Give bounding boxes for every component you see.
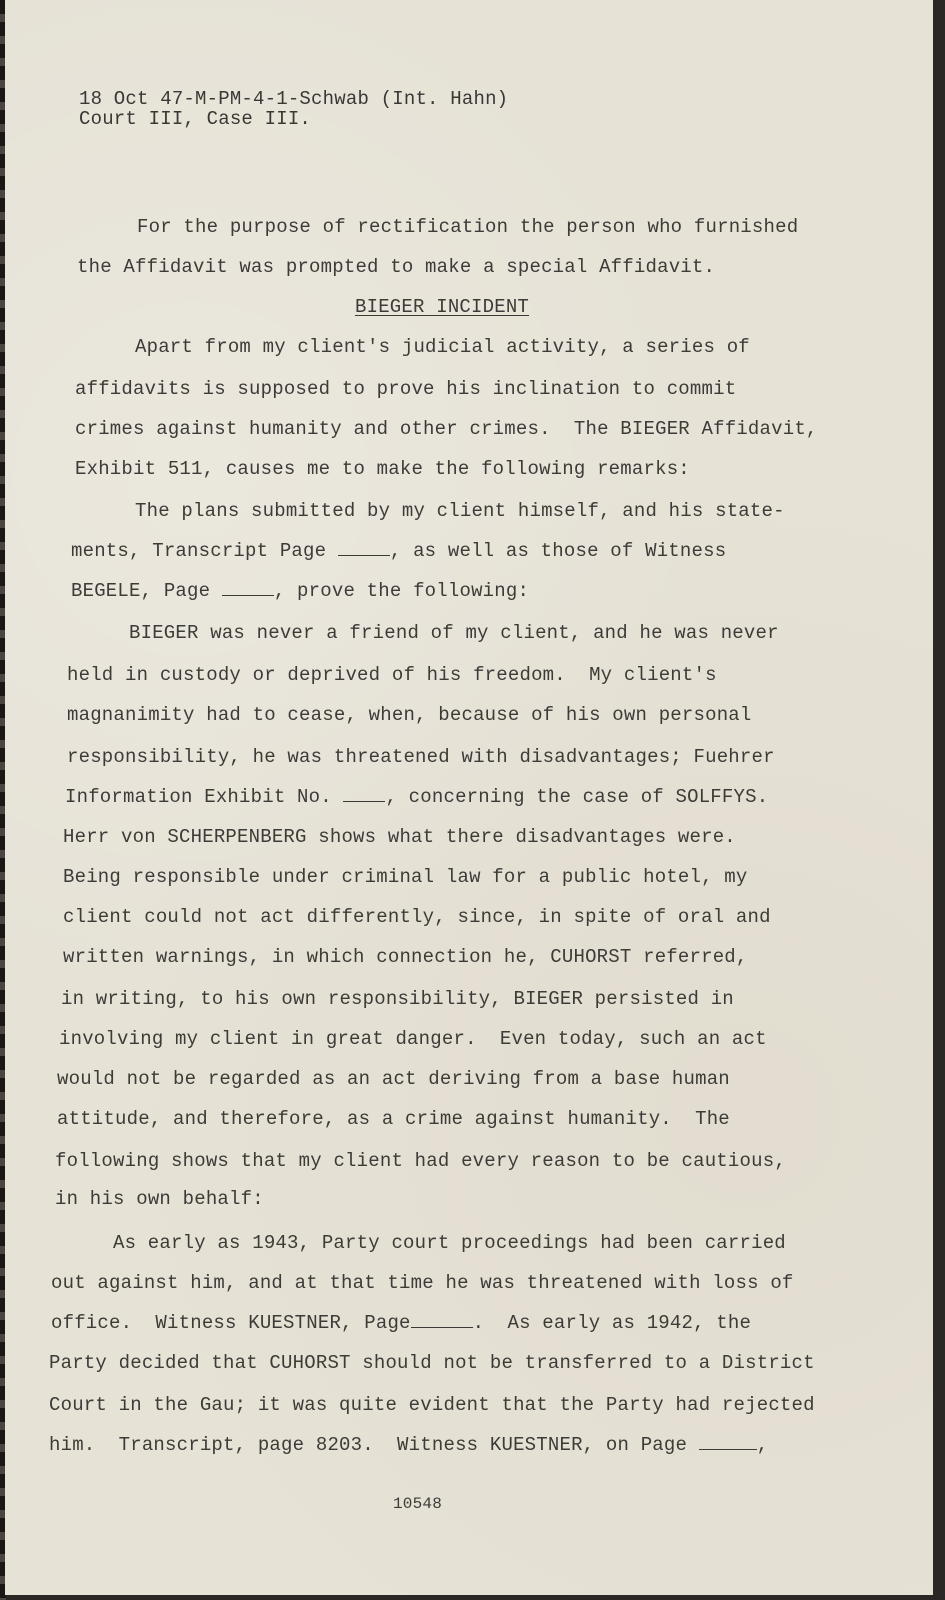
document-page [5, 0, 933, 1595]
blank-page-field [222, 594, 274, 596]
body-line: As early as 1943, Party court proceedings had been carried [113, 1232, 786, 1254]
body-line: out against him, and at that time he was threatened with loss of [51, 1272, 794, 1294]
body-text: . As early as 1942, the [472, 1312, 752, 1334]
header-reference-line: 18 Oct 47-M-PM-4-1-Schwab (Int. Hahn) [79, 88, 509, 110]
body-text: , [756, 1434, 769, 1456]
page-number: 10548 [393, 1495, 443, 1513]
body-line: Apart from my client's judicial activity, a series of [135, 336, 750, 358]
body-line-with-blank [65, 786, 768, 808]
body-line: would not be regarded as an act deriving from a base human [57, 1068, 730, 1090]
body-line: Party decided that CUHORST should not be transferred to a District [49, 1352, 815, 1374]
body-line-with-blank [51, 1312, 751, 1334]
blank-page-field [699, 1448, 757, 1450]
body-line: BIEGER was never a friend of my client, and he was never [129, 622, 779, 644]
body-line: following shows that my client had every reason to be cautious, [55, 1150, 786, 1172]
body-line: Exhibit 511, causes me to make the following remarks: [75, 458, 690, 480]
intro-line-2: the Affidavit was prompted to make a special Affidavit. [77, 256, 716, 278]
body-text: , prove the following: [273, 580, 530, 602]
body-line: magnanimity had to cease, when, because of his own personal [67, 704, 752, 726]
body-text: BEGELE, Page [71, 580, 211, 602]
body-text: Information Exhibit No. [65, 786, 332, 808]
body-line: Court in the Gau; it was quite evident that the Party had rejected [49, 1394, 815, 1416]
body-line: in his own behalf: [55, 1188, 264, 1210]
header-court-line: Court III, Case III. [79, 108, 312, 130]
body-line: affidavits is supposed to prove his inclination to commit [75, 378, 737, 400]
section-title: BIEGER INCIDENT [355, 296, 530, 318]
body-line: The plans submitted by my client himself, and his state- [135, 500, 785, 522]
body-line-with-blank [71, 540, 726, 562]
blank-page-field [411, 1326, 473, 1328]
body-line: involving my client in great danger. Even today, such an act [59, 1028, 767, 1050]
body-line: responsibility, he was threatened with disadvantages; Fuehrer [67, 746, 775, 768]
body-line: held in custody or deprived of his freedom. My client's [67, 664, 717, 686]
body-line: crimes against humanity and other crimes. The BIEGER Affidavit, [75, 418, 818, 440]
body-text: , concerning the case of SOLFFYS. [385, 786, 769, 808]
body-line: written warnings, in which connection he, CUHORST referred, [63, 946, 748, 968]
body-line-with-blank [71, 580, 529, 602]
body-text: , as well as those of Witness [389, 540, 727, 562]
intro-line-1: For the purpose of rectification the person who furnished [137, 216, 799, 238]
blank-page-field [338, 554, 390, 556]
body-line: in writing, to his own responsibility, BIEGER persisted in [61, 988, 734, 1010]
blank-exhibit-field [343, 800, 385, 802]
body-text: ments, Transcript Page [71, 540, 327, 562]
body-text: him. Transcript, page 8203. Witness KUESTNER, on Page [49, 1434, 688, 1456]
body-text: office. Witness KUESTNER, Page [51, 1312, 411, 1334]
body-line-with-blank [49, 1434, 768, 1456]
body-line: Herr von SCHERPENBERG shows what there disadvantages were. [63, 826, 736, 848]
body-line: Being responsible under criminal law for a public hotel, my [63, 866, 748, 888]
body-line: attitude, and therefore, as a crime against humanity. The [57, 1108, 730, 1130]
body-line: client could not act differently, since, in spite of oral and [63, 906, 771, 928]
